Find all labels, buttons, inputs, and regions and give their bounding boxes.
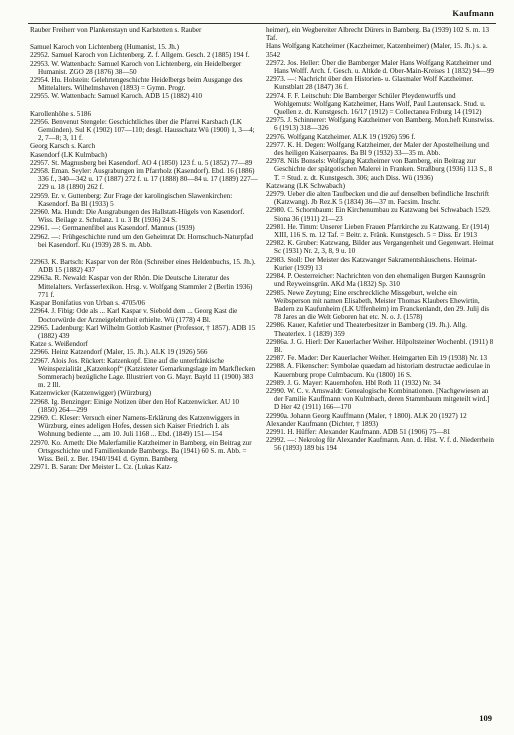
bibliography-entry: 22975. J. Schinnerer: Wolfgang Katzheimer von Bamberg. Mon.heft Kunstwiss. 6 (1913) 318—326 [266, 116, 495, 133]
section-heading: Karollenhöhe s. 5186 [30, 109, 92, 118]
page-number: 109 [479, 713, 492, 723]
bibliography-entry: 22957. St. Magnusberg bei Kasendorf. AO 4 (1850) 123 f. u. 5 (1852) 77—89 [30, 158, 253, 167]
bibliography-entry: 22971. B. Saran: Der Meister L. Cz. (Lukas Katz- [30, 463, 173, 472]
bibliography-entry: 22961. —: Germanenfibel aus Kasendorf. Mannus (1939) [30, 224, 195, 233]
section-gap [30, 249, 258, 258]
bibliography-entry: 22989. J. G. Mayer: Kauernhofen. Hbl Roth 11 (1932) Nr. 34 [266, 378, 441, 387]
section-heading: Katzenwicker (Katzenwigger) (Würzburg) [30, 389, 152, 398]
bibliography-entry: 22987. Fe. Mader: Der Kauerlacher Weiher. Heimgarten Eih 19 (1938) Nr. 13 [266, 354, 487, 363]
section-heading: Alexander Kaufmann (Dichter, † 1893) [266, 419, 379, 428]
bibliography-entry: 22969. C. Kleser: Versuch einer Namens-Erklärung des Katzenwiggers in Würzburg, eines adeligen Hofes, dessen sich Kaiser Friedrich I. als Wohnung bediente ..., am 10. Juli 1168 ... Ebd. (1849) 151—154 [30, 413, 240, 439]
section-gap [30, 34, 258, 43]
bibliography-entry: 22962. —: Frühgeschichte rund um den Geheimrat Dr. Hornschuch-Naturpfad bei Kasendorf. Ku (1939) 28 S. m. Abb. [30, 232, 254, 249]
bibliography-entry: 22955. W. Wattenbach: Samuel Karoch. ADB 15 (1882) 410 [30, 92, 203, 101]
bibliography-entry: 22992. —: Nekrolog für Alexander Kaufmann. Ann. d. Hist. V. f. d. Niederrhein 56 (1893) 189 bis 194 [266, 436, 494, 453]
section-heading: Rauber Freiherr von Plankenstayn und Karlstetten s. Rauber [30, 26, 202, 34]
bibliography-entry: 22964. J. Fibig: Ode als ... Karl Kaspar v. Siebold dem ... Georg Kast die Doctorwürde der Arzneigelehrtheit erhielte. Wü (1778) 4 Bl. [30, 307, 238, 324]
bibliography-entry: 22956. Benvenut Stengele: Geschichtliches über die Pfarrei Karsbach (LK Gemünden). Sul K (1902) 107—110; desgl. Hausschatz Wü (1900) 1, 3—4; 2, 7—8; 3, 11 f. [30, 117, 255, 143]
bibliography-entry: 22991. H. Hüffer: Alexander Kaufmann. ADB 51 (1906) 75—81 [266, 427, 451, 436]
bibliography-entry: 22988. A. Fikenscher: Symbolae quaedam ad historiam destructae aediculae in Kauernburg prope Culmbacum. Ku (1800) 16 S. [266, 362, 491, 379]
bibliography-entry: 22977. K. H. Degen: Wolfgang Katzheimer, der Maler der Apostelheilung und des heiligen Kaiserpaares. Ba Bl 9 (1932) 33—35 m. Abb. [266, 140, 489, 158]
bibliography-entry: 22963a. R. Newald: Kaspar von der Rhön. Die Deutsche Literatur des Mittelalters. Verfasserlexikon. Hrsg. v. Wolfgang Stammler 2 (Berlin 1936) 771 f. [30, 274, 253, 299]
bibliography-entry: 22959. Er. v. Guttenberg: Zur Frage der karolingischen Slawenkirchen: Kasendorf. Ba Bl (1933) 5 [30, 191, 233, 208]
bibliography-entry: 22967. Alois Jos. Rückert: Katzenkopf. Eine auf die unterfränkische Weinspezialität „Katzenkopf“ (Katzisteter Gemarkungslage im Markflecken Sommerach) bezügliche Lage. Illustriert von G. Mayr. Bayld 11 (1900) 383 m. 2 Ill. [30, 356, 256, 390]
section-heading: Hans Wolfgang Katzheimer (Kaczheimer, Katzenheimer) (Maler, 15. Jh.) s. a. 3542 [266, 42, 488, 59]
section-heading: Katze s. Weißendorf [30, 340, 88, 349]
bibliography-entry: 22986a. J. G. Hierl: Der Kauerlacher Weiher. Hilpoltsteiner Wochenbl. (1911) 8 Bl. [266, 337, 494, 354]
section-heading: heimer), ein Wegbereiter Albrecht Dürers in Bamberg. Ba (1939) 102 S. m. 13 Taf. [266, 26, 490, 43]
running-head: Kaufmann [452, 8, 494, 18]
right-column [266, 26, 494, 453]
bibliography-entry: 22958. Eman. Seyler: Ausgrabungen im Pfarrholz (Kasendorf). Ebd. 16 (1886) 336 f., 340—342 u. 17 (1887) 272 f. u. 17 (1888) 80—84 u. 17 (1889) 227—229 u. 18 (1890) 262 f. [30, 167, 258, 192]
bibliography-entry: 22980. C. Schornbaum: Ein Kirchenumbau zu Katzwang bei Schwabach 1529. Siona 36 (1911) 21—23 [266, 206, 491, 223]
bibliography-entry: 22965. Ladenburg: Karl Wilhelm Gottlob Kastner (Professor, † 1857). ADB 15 (1882) 439 [30, 323, 256, 340]
bibliography-entry: 22954. Hu. Holstein: Gelehrtengeschichte Heidelbergs beim Ausgange des Mittelalters. Wilhelmshaven (1893) = Gymn. Progr. [30, 76, 243, 93]
bibliography-entry: 22985. Newe Zeytung; Eine erschreckliche Missgeburt, welche ein Weibsperson mit namen Elisabeth, Meister Thomas Klaubers Ehewirtin, Badern zu Kaufunheim (LK Uffenheim) im Franckenlandt, den 29. Julij dis 78 Jares an die Welt Geboren hat etc. N. o. J. (1578) [266, 288, 490, 322]
section-heading: Georg Karsch s. Karch [30, 142, 96, 151]
section-heading: Kaspar Bonifatius von Urban s. 4705/06 [30, 299, 145, 308]
bibliography-entry: 22970. Ko. Arneth: Die Malerfamilie Katzheimer in Bamberg, ein Beitrag zur Ortsgeschichte und Familienkunde Bambergs. Ba (1941) 60 S. m. Abb. = Wiss. Beil. z. Ber. 1940/1941 d. Gymn. Bamberg [30, 438, 252, 463]
bibliography-entry: 22968. Ig. Benzinger: Einige Notizen über den Hof Katzenwicker. AU 10 (1850) 264—299 [30, 397, 240, 414]
bibliography-entry: 22990. W. C. v. Arnswaldt: Genealogische Kombinationen. [Nachgewiesen an der Familie Kauffmann von Kulmbach, deren Stammbaum mitgeteilt wird.] D Her 42 (1911) 166—170 [266, 386, 490, 412]
section-heading: Samuel Karoch von Lichtenberg (Humanist, 15. Jh.) [30, 43, 179, 52]
bibliography-entry: 22974. F. F. Leitschuh: Die Bamberger Schüler Pleydenwurffs und Wohlgemuts: Wolfgang Katzheimer, Hans Wolf, Paul Lautensack. Stud. u. Quellen z. dt. Kunstgesch. 16/17 (1912) = Collectanea Friburg 14 (1912) [266, 91, 486, 117]
bibliography-entry: 22978. Nils Bonsels: Wolfgang Katzheimer von Bamberg, ein Beitrag zur Geschichte der spätgotischen Malerei in Franken. Straßburg (1936) 113 S., 8 T. = Stud. z. dt. Kunstgesch. 306; auch Diss. Wü (1936) [266, 157, 493, 182]
bibliography-entry: 22953. W. Wattenbach: Samuel Karoch von Lichtenberg, ein Heidelberger Humanist. ZGO 28 (1876) 38—50 [30, 59, 242, 76]
bibliography-entry: 22966. Heinz Katzendorf (Maler, 15. Jh.). ALK 19 (1926) 566 [30, 348, 208, 357]
section-heading: Katzwang (LK Schwabach) [266, 181, 345, 190]
header-rule [28, 23, 496, 24]
left-column [30, 26, 258, 471]
bibliography-entry: 22984. P. Oesterreicher: Nachrichten von den ehemaligen Burgen Kaunsgrün und Reyweinsgrün. AKd Ma (1832) Sp. 310 [266, 272, 486, 289]
section-heading: Kasendorf (LK Kulmbach) [30, 150, 107, 159]
bibliography-entry: 22973. —: Nachricht über den Historien- u. Glasmaler Wolf Katzheimer. Kunstblatt 28 (1847) 36 f. [266, 75, 474, 92]
bibliography-entry: 22963. K. Bartsch: Kaspar von der Rön (Schreiber eines Heldenbuchs, 15. Jh.). ADB 15 (1882) 437 [30, 258, 256, 275]
bibliography-entry: 22982. K. Gruber: Katzwang, Bilder aus Vergangenheit und Gegenwart. Heimat Sc (1931) Nr. 2, 3, 8, 9 u. 10 [266, 239, 494, 256]
bibliography-entry: 22976. Wolfgang Katzheimer. ALK 19 (1926) 596 f. [266, 132, 416, 141]
bibliography-entry: 22979. Ueber die alten Taufbecken und die auf denselben befindliche Inschrift (Katzwang). Jb Rez.K 5 (1834) 36—37 m. Facsim. Inschr. [266, 190, 490, 207]
bibliography-entry: 22972. Jos. Heller: Über die Bamberger Maler Hans Wolfgang Katzheimer und Hans Wolff. Arch. f. Gesch. u. Altkde d. Ober-Main-Kreises 1 (1832) 94—99 [266, 58, 494, 76]
bibliography-entry: 22981. He. Timm: Unserer Lieben Frauen Pfarrkirche zu Katzwang. Er (1914) XIII, 116 S. m. 12 Taf. = Beitr. z. Fränk. Kunstgesch. 5 = Diss. Er 1913 [266, 222, 490, 240]
bibliography-entry: 22952. Samuel Karoch von Lichtenberg. Z. f. Allgem. Gesch. 2 (1885) 194 f. [30, 51, 250, 60]
bibliography-entry: 22986. Kauer, Kafetier und Theaterbesitzer in Bamberg (19. Jh.). Allg. Theaterlex. 1 (1839) 359 [266, 321, 468, 338]
bibliography-entry: 22990a. Johann Georg Kauffmann (Maler, † 1800). ALK 20 (1927) 12 [266, 411, 467, 420]
bibliography-entry: 22960. Ma. Hundt: Die Ausgrabungen des Hallstatt-Hügels von Kasendorf. Wiss. Beilage z. Schulanz. 1 u. 3 Bt (1936) 24 S. [30, 208, 245, 225]
bibliography-entry: 22983. Stoll: Der Meister des Katzwanger Sakramentshäuschens. Heimat-Kurier (1939) 13 [266, 255, 478, 272]
section-gap [30, 101, 258, 110]
